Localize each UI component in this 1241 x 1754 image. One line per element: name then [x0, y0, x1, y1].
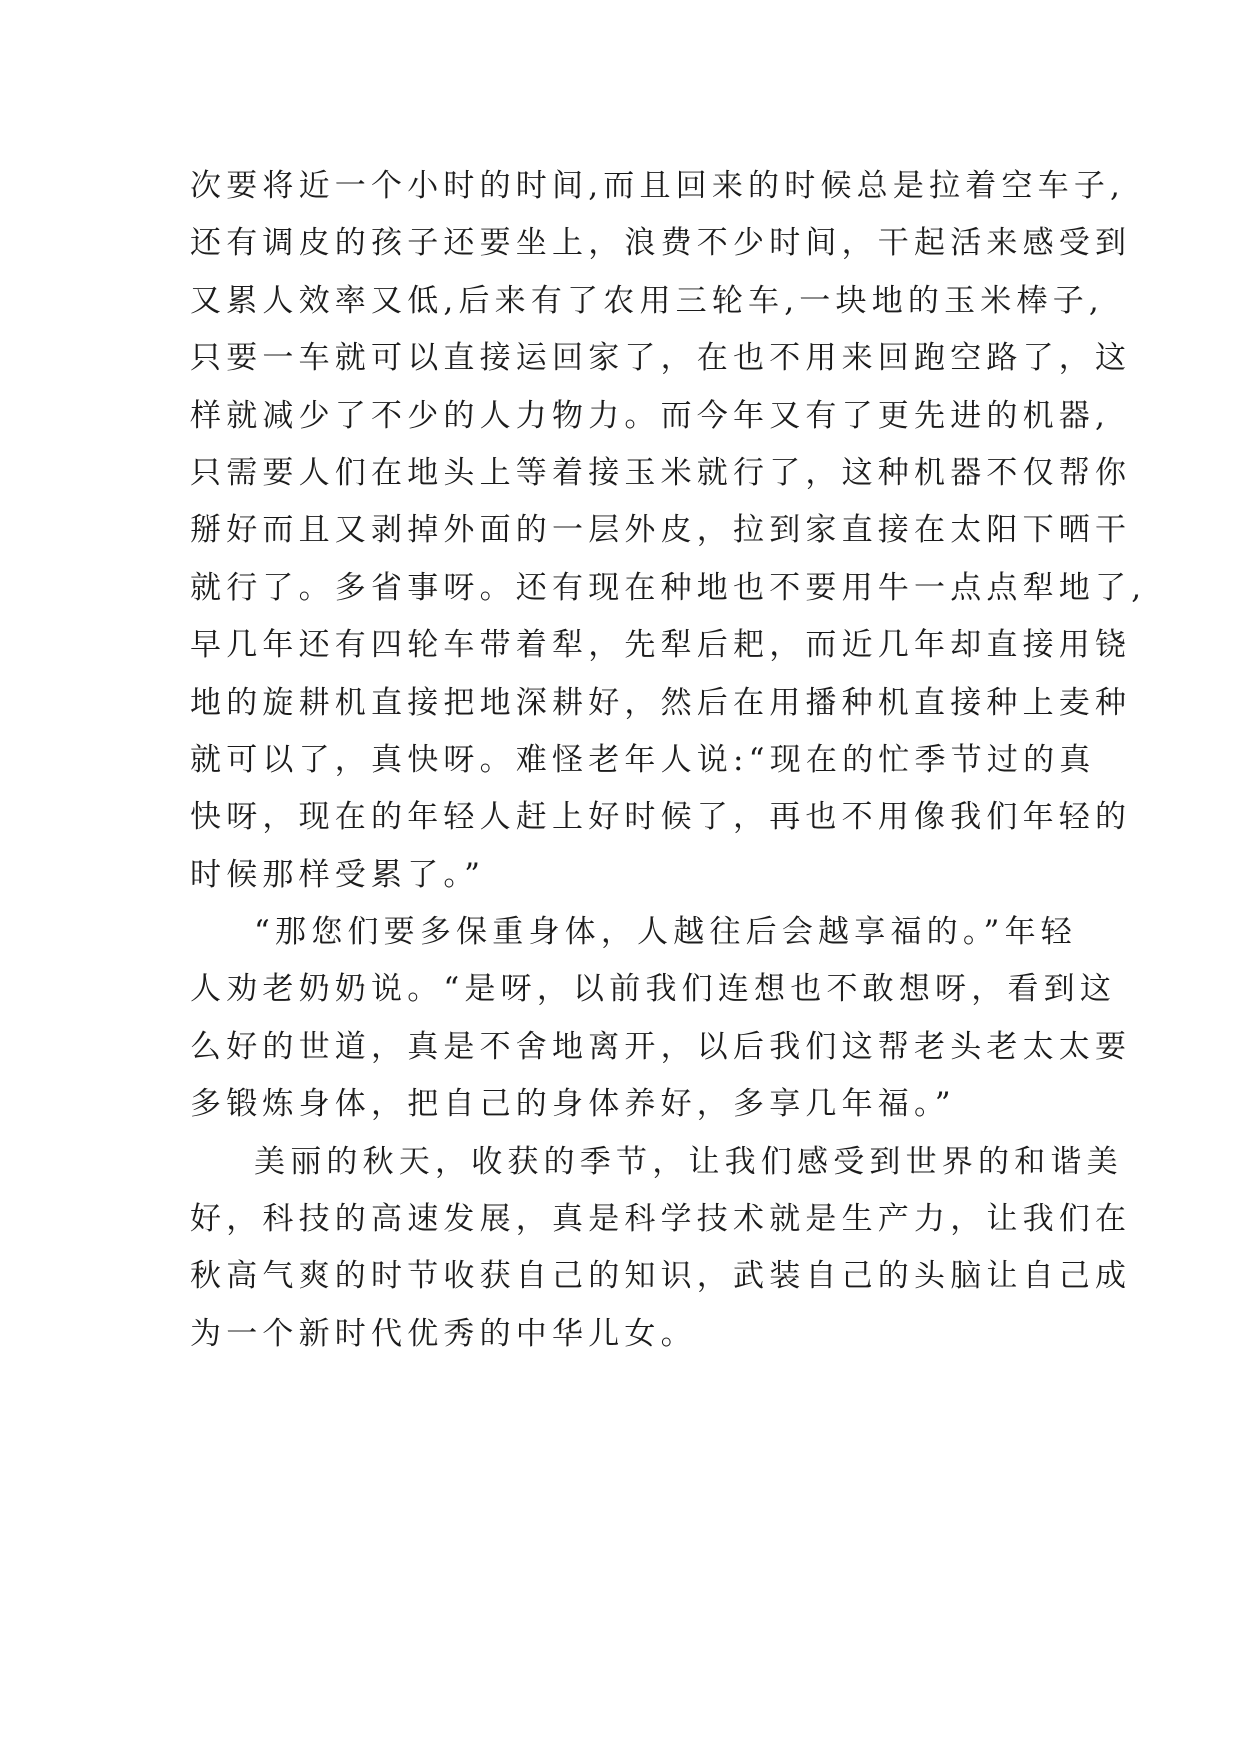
paragraph-start-line: “那您们要多保重身体，人越往后会越享福的。”年轻: [254, 914, 1077, 951]
text-line: 地的旋耕机直接把地深耕好，然后在用播种机直接种上麦种: [190, 684, 1132, 721]
text-line: 又累人效率又低,后来有了农用三轮车,一块地的玉米棒子,: [190, 282, 1104, 319]
text-line: 样就减少了不少的人力物力。而今年又有了更先进的机器,: [190, 397, 1111, 434]
text-line: 次要将近一个小时的时间,而且回来的时候总是拉着空车子,: [190, 168, 1126, 204]
text-line: 好，科技的高速发展，真是科学技术就是生产力，让我们在: [190, 1201, 1132, 1238]
text-line: 还有调皮的孩子还要坐上，浪费不少时间，干起活来感受到: [190, 225, 1132, 262]
text-line: 么好的世道，真是不舍地离开，以后我们这帮老头老太太要: [190, 1028, 1132, 1065]
text-line: 快呀，现在的年轻人赶上好时候了，再也不用像我们年轻的: [190, 799, 1132, 836]
text-line: 时候那样受累了。”: [190, 856, 486, 893]
text-line: 多锻炼身体，把自己的身体养好，多享几年福。”: [190, 1086, 956, 1123]
text-line: 人劝老奶奶说。“是呀，以前我们连想也不敢想呀，看到这: [190, 971, 1117, 1008]
text-line: 秋高气爽的时节收获自己的知识，武装自己的头脑让自己成: [190, 1258, 1132, 1295]
text-line: 只要一车就可以直接运回家了，在也不用来回跑空路了，这: [190, 340, 1132, 377]
text-line: 掰好而且又剥掉外面的一层外皮，拉到家直接在太阳下晒干: [190, 512, 1132, 549]
text-line: 为一个新时代优秀的中华儿女。: [190, 1315, 697, 1352]
text-line: 就行了。多省事呀。还有现在种地也不要用牛一点点犁地了,: [190, 569, 1147, 606]
text-line: 早几年还有四轮车带着犁，先犁后耙，而近几年却直接用铙: [190, 627, 1132, 664]
text-line: 只需要人们在地头上等着接玉米就行了，这种机器不仅帮你: [190, 454, 1132, 491]
document-body: [190, 158, 1147, 1363]
text-line: 就可以了，真快呀。难怪老年人说:“现在的忙季节过的真: [190, 741, 1096, 778]
paragraph-start-line: 美丽的秋天，收获的季节，让我们感受到世界的和谐美: [254, 1143, 1123, 1180]
